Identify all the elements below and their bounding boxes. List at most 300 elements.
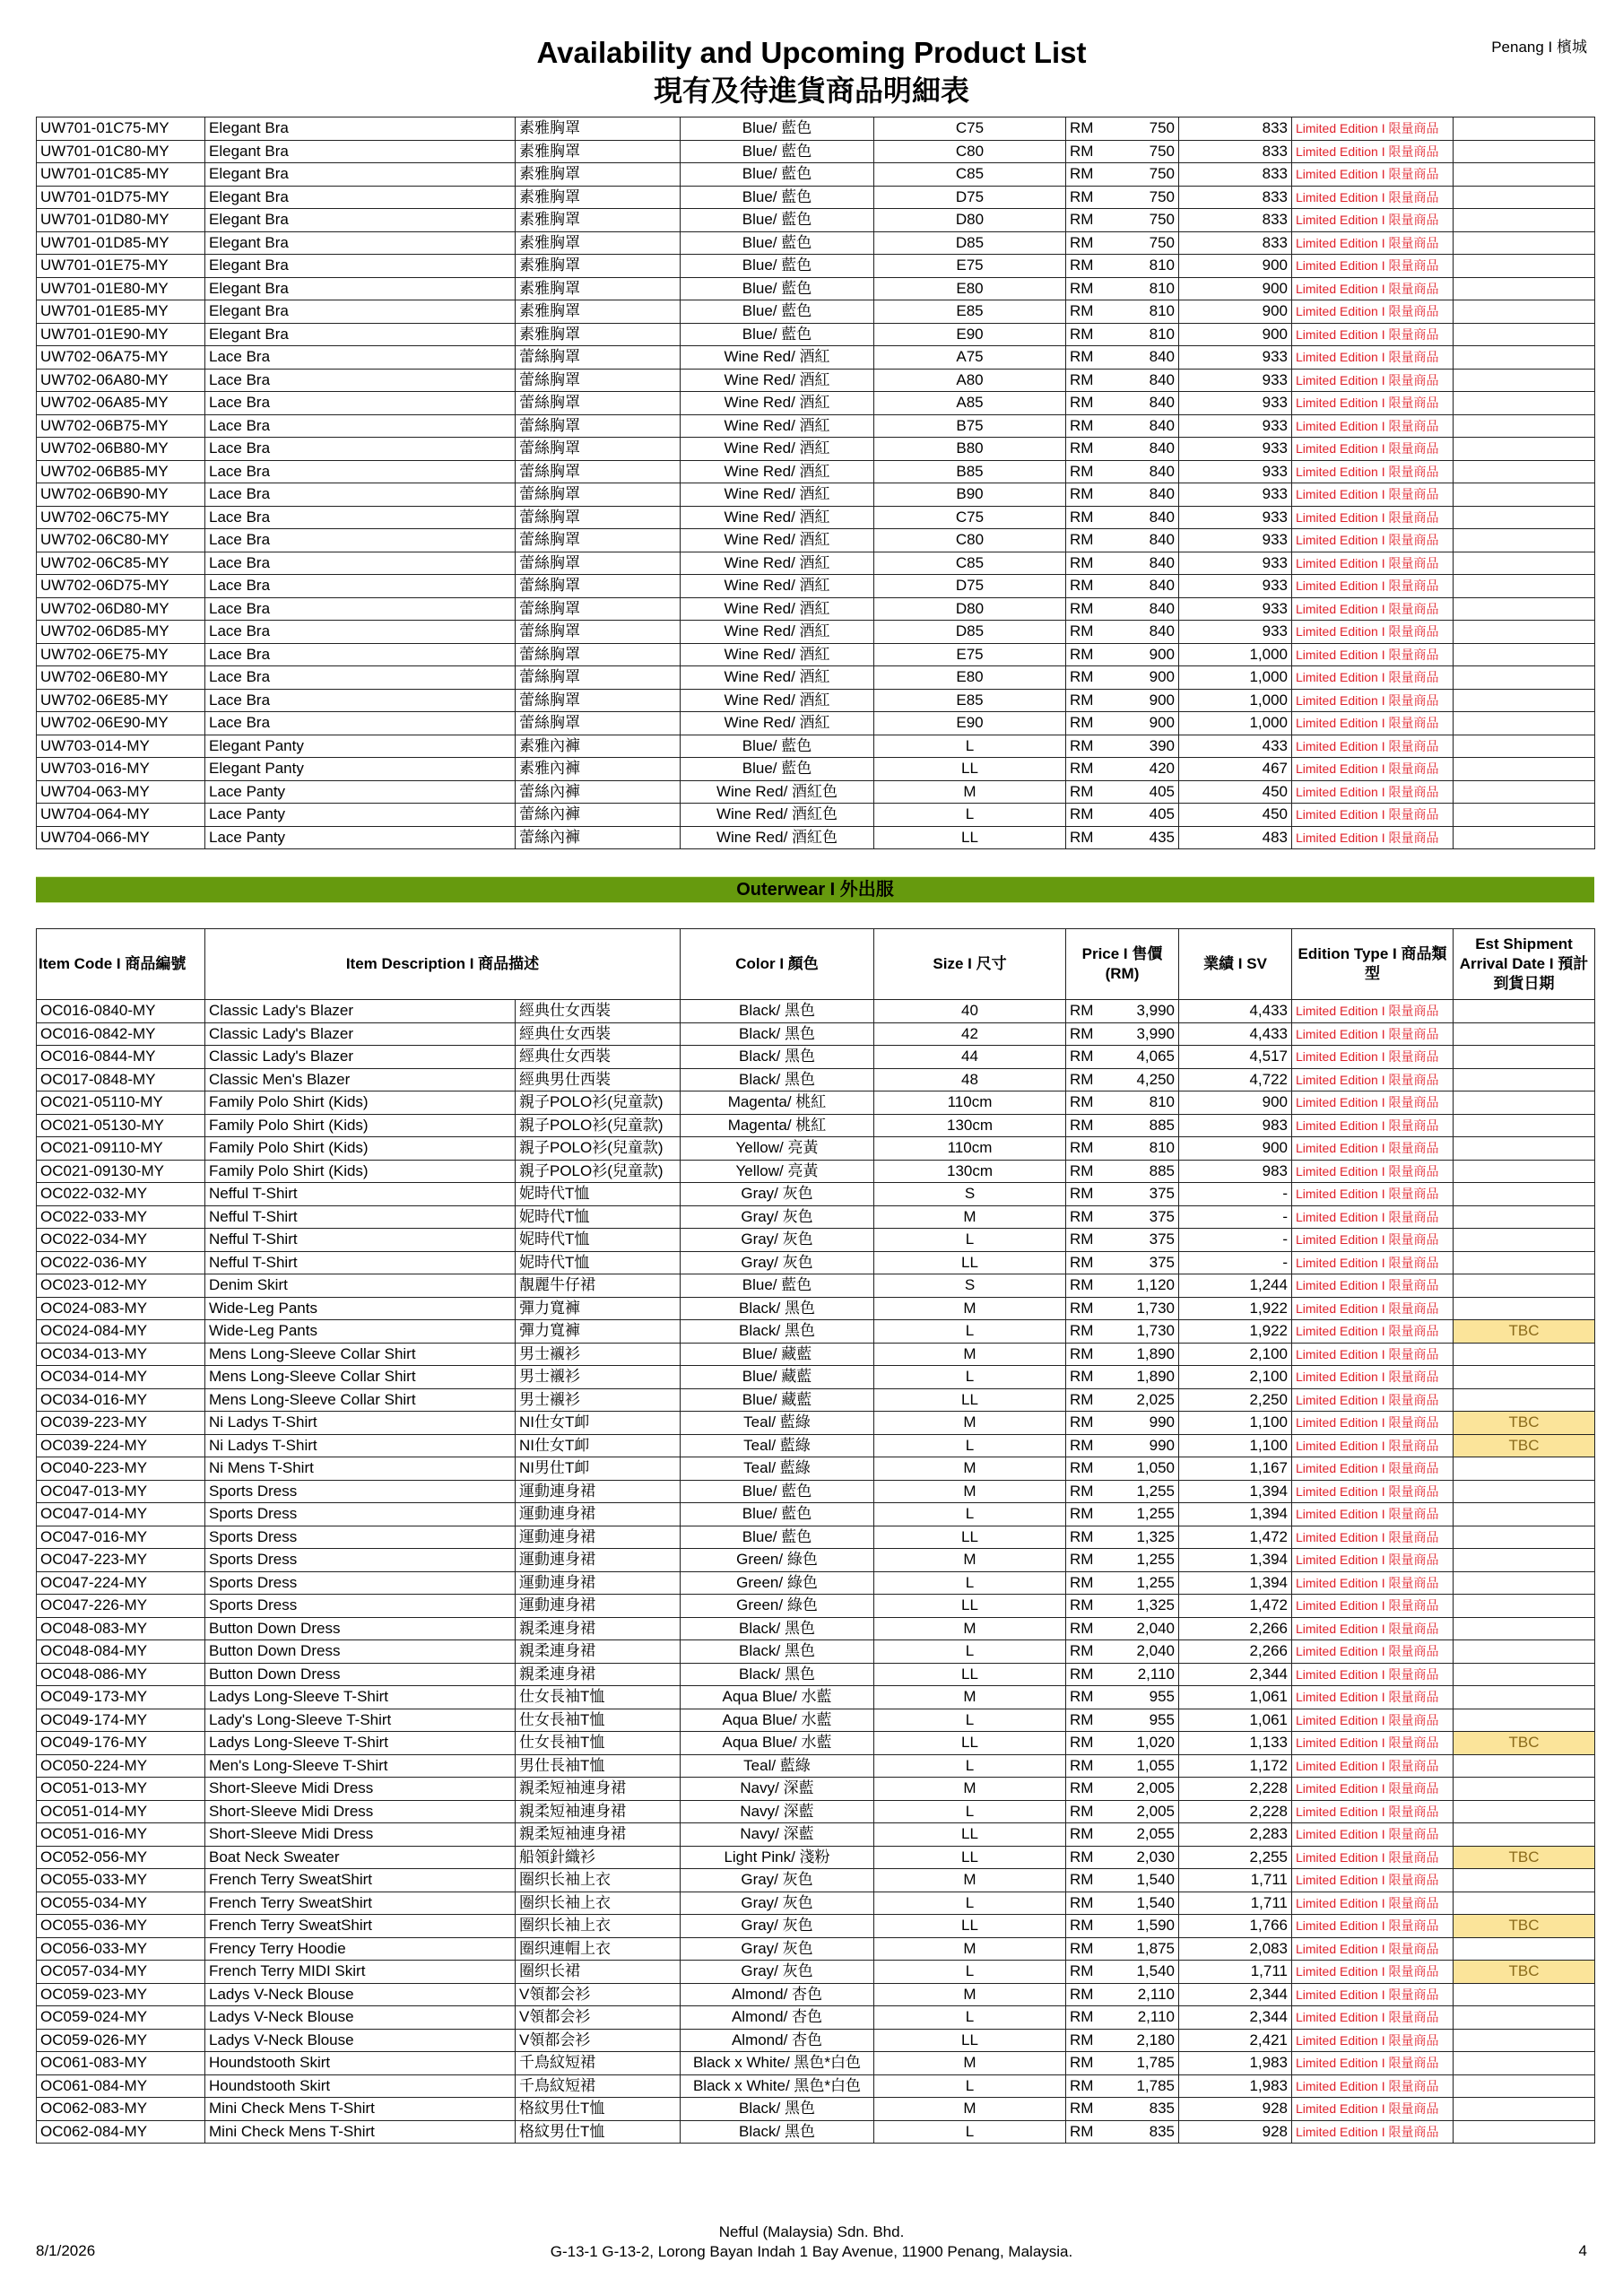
est-shipment-date <box>1454 1571 1595 1595</box>
item-price: 405 <box>1102 780 1179 804</box>
item-description: Men's Long-Sleeve T-Shirt <box>205 1754 516 1778</box>
item-sv: 4,433 <box>1179 1000 1292 1023</box>
item-color: Teal/ 藍綠 <box>681 1412 874 1435</box>
item-description: French Terry SweatShirt <box>205 1915 516 1938</box>
item-description: Lace Bra <box>205 483 516 507</box>
item-size: L <box>874 1229 1066 1252</box>
item-description-chinese: 素雅胸罩 <box>516 117 681 141</box>
item-sv: 1,244 <box>1179 1274 1292 1298</box>
item-description: Lace Bra <box>205 369 516 392</box>
item-sv: - <box>1179 1229 1292 1252</box>
price-currency: RM <box>1066 460 1102 483</box>
est-shipment-date <box>1454 1457 1595 1481</box>
item-size: M <box>874 2052 1066 2075</box>
item-description-chinese: 格紋男仕T恤 <box>516 2120 681 2144</box>
price-currency: RM <box>1066 1457 1102 1481</box>
item-size: D75 <box>874 186 1066 209</box>
item-code: UW703-016-MY <box>37 758 205 781</box>
table-row <box>37 780 1595 804</box>
item-description: Ni Mens T-Shirt <box>205 1457 516 1481</box>
item-price: 1,255 <box>1102 1549 1179 1572</box>
item-description-chinese: 蕾絲胸罩 <box>516 392 681 415</box>
est-shipment-date <box>1454 1343 1595 1366</box>
table-row <box>37 1732 1595 1755</box>
price-currency: RM <box>1066 1274 1102 1298</box>
item-size: E75 <box>874 643 1066 666</box>
item-code: UW702-06C85-MY <box>37 552 205 575</box>
item-description: Elegant Bra <box>205 277 516 300</box>
item-code: OC061-084-MY <box>37 2074 205 2098</box>
item-code: UW701-01C75-MY <box>37 117 205 141</box>
item-code: OC049-176-MY <box>37 1732 205 1755</box>
item-description: Ladys Long-Sleeve T-Shirt <box>205 1686 516 1709</box>
item-description-chinese: 圈织长袖上衣 <box>516 1892 681 1915</box>
item-size: A85 <box>874 392 1066 415</box>
table-row <box>37 1915 1595 1938</box>
item-sv: 1,172 <box>1179 1754 1292 1778</box>
item-color: Gray/ 灰色 <box>681 1937 874 1961</box>
est-shipment-date <box>1454 483 1595 507</box>
item-size: L <box>874 2006 1066 2030</box>
item-size: E85 <box>874 300 1066 324</box>
item-price: 1,540 <box>1102 1892 1179 1915</box>
table-row <box>37 1503 1595 1526</box>
est-shipment-date <box>1454 1046 1595 1069</box>
item-color: Gray/ 灰色 <box>681 1229 874 1252</box>
item-size: E80 <box>874 666 1066 690</box>
item-color: Blue/ 藍色 <box>681 163 874 187</box>
item-code: OC034-016-MY <box>37 1388 205 1412</box>
edition-type: Limited Edition I 限量商品 <box>1292 1892 1454 1915</box>
table-row <box>37 1549 1595 1572</box>
edition-type: Limited Edition I 限量商品 <box>1292 1297 1454 1320</box>
edition-type: Limited Edition I 限量商品 <box>1292 346 1454 370</box>
item-price: 1,120 <box>1102 1274 1179 1298</box>
item-price: 750 <box>1102 231 1179 255</box>
item-color: Gray/ 灰色 <box>681 1892 874 1915</box>
est-shipment-date <box>1454 460 1595 483</box>
item-size: 44 <box>874 1046 1066 1069</box>
item-code: UW701-01E90-MY <box>37 323 205 346</box>
item-description: Sports Dress <box>205 1480 516 1503</box>
item-description: Family Polo Shirt (Kids) <box>205 1114 516 1137</box>
item-description: Sports Dress <box>205 1503 516 1526</box>
est-shipment-date <box>1454 1549 1595 1572</box>
item-color: Wine Red/ 酒紅色 <box>681 780 874 804</box>
item-sv: 933 <box>1179 529 1292 552</box>
table-row <box>37 575 1595 598</box>
item-sv: - <box>1179 1183 1292 1206</box>
item-code: OC034-013-MY <box>37 1343 205 1366</box>
item-price: 840 <box>1102 529 1179 552</box>
item-sv: 1,711 <box>1179 1892 1292 1915</box>
item-color: Wine Red/ 酒紅 <box>681 414 874 438</box>
item-size: B80 <box>874 438 1066 461</box>
item-size: LL <box>874 1732 1066 1755</box>
item-description: Lace Bra <box>205 666 516 690</box>
item-sv: 933 <box>1179 346 1292 370</box>
est-shipment-date <box>1454 1686 1595 1709</box>
price-currency: RM <box>1066 1617 1102 1640</box>
item-description-chinese: 蕾絲胸罩 <box>516 621 681 644</box>
edition-type: Limited Edition I 限量商品 <box>1292 758 1454 781</box>
item-description: Lady's Long-Sleeve T-Shirt <box>205 1709 516 1732</box>
item-size: M <box>874 1205 1066 1229</box>
item-description: Elegant Bra <box>205 163 516 187</box>
item-sv: 2,421 <box>1179 2029 1292 2052</box>
price-currency: RM <box>1066 2074 1102 2098</box>
footer-page-number: 4 <box>1578 2242 1587 2259</box>
item-code: OC051-014-MY <box>37 1800 205 1823</box>
price-currency: RM <box>1066 1343 1102 1366</box>
price-currency: RM <box>1066 1412 1102 1435</box>
table-row <box>37 140 1595 163</box>
price-currency: RM <box>1066 1869 1102 1892</box>
item-price: 810 <box>1102 1091 1179 1115</box>
item-code: OC016-0840-MY <box>37 1000 205 1023</box>
item-code: OC047-223-MY <box>37 1549 205 1572</box>
item-price: 840 <box>1102 483 1179 507</box>
est-shipment-date <box>1454 1297 1595 1320</box>
item-description: French Terry SweatShirt <box>205 1869 516 1892</box>
item-size: M <box>874 1778 1066 1801</box>
price-currency: RM <box>1066 186 1102 209</box>
price-currency: RM <box>1066 2006 1102 2030</box>
item-price: 900 <box>1102 643 1179 666</box>
item-code: UW701-01D75-MY <box>37 186 205 209</box>
item-description: Short-Sleeve Midi Dress <box>205 1778 516 1801</box>
est-shipment-date <box>1454 666 1595 690</box>
item-description-chinese: 蕾絲胸罩 <box>516 597 681 621</box>
table-row <box>37 460 1595 483</box>
item-description-chinese: 素雅胸罩 <box>516 300 681 324</box>
item-color: Navy/ 深藍 <box>681 1823 874 1847</box>
item-size: LL <box>874 1846 1066 1869</box>
item-code: OC048-083-MY <box>37 1617 205 1640</box>
table-row <box>37 1686 1595 1709</box>
item-code: OC056-033-MY <box>37 1937 205 1961</box>
table-row <box>37 1754 1595 1778</box>
price-currency: RM <box>1066 826 1102 849</box>
item-size: L <box>874 804 1066 827</box>
table-row <box>37 1571 1595 1595</box>
item-description-chinese: 男士襯衫 <box>516 1388 681 1412</box>
item-code: UW702-06A85-MY <box>37 392 205 415</box>
est-shipment-date <box>1454 1640 1595 1664</box>
item-code: OC016-0844-MY <box>37 1046 205 1069</box>
item-price: 2,180 <box>1102 2029 1179 2052</box>
item-size: L <box>874 1434 1066 1457</box>
item-code: OC021-05130-MY <box>37 1114 205 1137</box>
est-shipment-date <box>1454 643 1595 666</box>
item-sv: 2,228 <box>1179 1778 1292 1801</box>
item-description: Classic Men's Blazer <box>205 1068 516 1091</box>
item-sv: 2,250 <box>1179 1388 1292 1412</box>
item-color: Navy/ 深藍 <box>681 1800 874 1823</box>
item-size: M <box>874 1549 1066 1572</box>
item-size: L <box>874 735 1066 758</box>
item-description: Button Down Dress <box>205 1663 516 1686</box>
price-currency: RM <box>1066 712 1102 735</box>
est-shipment-date <box>1454 712 1595 735</box>
item-price: 2,110 <box>1102 1663 1179 1686</box>
item-description: Lace Bra <box>205 346 516 370</box>
table-row <box>37 277 1595 300</box>
item-size: B90 <box>874 483 1066 507</box>
item-description-chinese: 彈力寬褲 <box>516 1320 681 1344</box>
est-shipment-date <box>1454 1937 1595 1961</box>
item-color: Teal/ 藍綠 <box>681 1434 874 1457</box>
item-size: A75 <box>874 346 1066 370</box>
edition-type: Limited Edition I 限量商品 <box>1292 506 1454 529</box>
item-description-chinese: 妮時代T恤 <box>516 1183 681 1206</box>
item-description-chinese: NI男仕T卹 <box>516 1457 681 1481</box>
item-size: L <box>874 1961 1066 1984</box>
est-shipment-date <box>1454 575 1595 598</box>
item-description: Ladys V-Neck Blouse <box>205 2006 516 2030</box>
est-shipment-date: TBC <box>1454 1412 1595 1435</box>
item-description-chinese: 運動連身裙 <box>516 1571 681 1595</box>
item-size: LL <box>874 1251 1066 1274</box>
edition-type: Limited Edition I 限量商品 <box>1292 2052 1454 2075</box>
price-currency: RM <box>1066 117 1102 141</box>
price-currency: RM <box>1066 575 1102 598</box>
item-color: Gray/ 灰色 <box>681 1869 874 1892</box>
item-size: M <box>874 2098 1066 2121</box>
item-price: 4,065 <box>1102 1046 1179 1069</box>
item-description-chinese: V領都会衫 <box>516 2029 681 2052</box>
table-row <box>37 1892 1595 1915</box>
item-color: Blue/ 藍色 <box>681 277 874 300</box>
item-description: Elegant Bra <box>205 255 516 278</box>
item-price: 840 <box>1102 346 1179 370</box>
item-sv: 933 <box>1179 575 1292 598</box>
item-color: Blue/ 藍色 <box>681 186 874 209</box>
edition-type: Limited Edition I 限量商品 <box>1292 735 1454 758</box>
item-description-chinese: 運動連身裙 <box>516 1549 681 1572</box>
item-color: Wine Red/ 酒紅 <box>681 552 874 575</box>
edition-type: Limited Edition I 限量商品 <box>1292 255 1454 278</box>
price-currency: RM <box>1066 1183 1102 1206</box>
item-sv: 1,000 <box>1179 643 1292 666</box>
item-description: Elegant Bra <box>205 300 516 324</box>
item-size: L <box>874 1640 1066 1664</box>
price-currency: RM <box>1066 1937 1102 1961</box>
est-shipment-date <box>1454 1388 1595 1412</box>
est-shipment-date <box>1454 323 1595 346</box>
est-shipment-date <box>1454 1366 1595 1389</box>
item-sv: 450 <box>1179 804 1292 827</box>
table-row <box>37 621 1595 644</box>
est-shipment-date <box>1454 804 1595 827</box>
item-description-chinese: 素雅胸罩 <box>516 231 681 255</box>
item-code: OC048-084-MY <box>37 1640 205 1664</box>
item-code: UW701-01E75-MY <box>37 255 205 278</box>
edition-type: Limited Edition I 限量商品 <box>1292 1114 1454 1137</box>
item-price: 4,250 <box>1102 1068 1179 1091</box>
item-code: OC016-0842-MY <box>37 1022 205 1046</box>
item-price: 840 <box>1102 460 1179 483</box>
item-sv: 900 <box>1179 1137 1292 1161</box>
table-row <box>37 1343 1595 1366</box>
item-sv: 1,766 <box>1179 1915 1292 1938</box>
item-sv: 2,100 <box>1179 1366 1292 1389</box>
item-size: M <box>874 1457 1066 1481</box>
item-color: Black x White/ 黑色*白色 <box>681 2074 874 2098</box>
item-description: Lace Bra <box>205 689 516 712</box>
edition-type: Limited Edition I 限量商品 <box>1292 460 1454 483</box>
item-code: UW704-066-MY <box>37 826 205 849</box>
table-row <box>37 1640 1595 1664</box>
edition-type: Limited Edition I 限量商品 <box>1292 643 1454 666</box>
item-price: 840 <box>1102 597 1179 621</box>
table-row <box>37 506 1595 529</box>
item-description-chinese: 男士襯衫 <box>516 1366 681 1389</box>
est-shipment-date <box>1454 255 1595 278</box>
est-shipment-date <box>1454 1778 1595 1801</box>
item-description-chinese: 蕾絲胸罩 <box>516 666 681 690</box>
table-row <box>37 1457 1595 1481</box>
item-code: UW702-06C75-MY <box>37 506 205 529</box>
item-price: 955 <box>1102 1709 1179 1732</box>
item-size: C85 <box>874 552 1066 575</box>
item-price: 750 <box>1102 163 1179 187</box>
item-description: Lace Bra <box>205 552 516 575</box>
item-size: LL <box>874 2029 1066 2052</box>
est-shipment-date <box>1454 1754 1595 1778</box>
item-description: Lace Bra <box>205 414 516 438</box>
edition-type: Limited Edition I 限量商品 <box>1292 1274 1454 1298</box>
item-sv: 933 <box>1179 506 1292 529</box>
edition-type: Limited Edition I 限量商品 <box>1292 1983 1454 2006</box>
edition-type: Limited Edition I 限量商品 <box>1292 1091 1454 1115</box>
item-sv: 900 <box>1179 323 1292 346</box>
item-color: Blue/ 藏藍 <box>681 1343 874 1366</box>
item-size: D85 <box>874 621 1066 644</box>
item-color: Wine Red/ 酒紅 <box>681 460 874 483</box>
price-currency: RM <box>1066 758 1102 781</box>
item-description-chinese: 經典仕女西裝 <box>516 1022 681 1046</box>
table-row <box>37 163 1595 187</box>
item-sv: 933 <box>1179 621 1292 644</box>
price-currency: RM <box>1066 1022 1102 1046</box>
price-currency: RM <box>1066 735 1102 758</box>
edition-type: Limited Edition I 限量商品 <box>1292 2120 1454 2144</box>
item-code: OC055-036-MY <box>37 1915 205 1938</box>
item-description: Lace Bra <box>205 712 516 735</box>
est-shipment-date: TBC <box>1454 1915 1595 1938</box>
item-sv: 483 <box>1179 826 1292 849</box>
item-code: UW704-063-MY <box>37 780 205 804</box>
table-row <box>37 2120 1595 2144</box>
item-size: M <box>874 1983 1066 2006</box>
price-currency: RM <box>1066 1160 1102 1183</box>
edition-type: Limited Edition I 限量商品 <box>1292 1663 1454 1686</box>
est-shipment-date <box>1454 117 1595 141</box>
table-row <box>37 2029 1595 2052</box>
item-size: D80 <box>874 597 1066 621</box>
column-header-est-shipment: Est Shipment Arrival Date I 預計到貨日期 <box>1454 929 1595 1000</box>
edition-type: Limited Edition I 限量商品 <box>1292 369 1454 392</box>
item-price: 885 <box>1102 1160 1179 1183</box>
item-sv: 928 <box>1179 2098 1292 2121</box>
item-description: Elegant Bra <box>205 323 516 346</box>
item-code: UW701-01D85-MY <box>37 231 205 255</box>
table-row <box>37 1595 1595 1618</box>
table-row <box>37 735 1595 758</box>
edition-type: Limited Edition I 限量商品 <box>1292 438 1454 461</box>
item-sv: 433 <box>1179 735 1292 758</box>
item-sv: 4,517 <box>1179 1046 1292 1069</box>
item-code: OC059-024-MY <box>37 2006 205 2030</box>
item-description-chinese: NI仕女T卹 <box>516 1434 681 1457</box>
item-size: LL <box>874 1526 1066 1549</box>
item-price: 375 <box>1102 1251 1179 1274</box>
item-code: UW702-06E75-MY <box>37 643 205 666</box>
item-code: OC047-226-MY <box>37 1595 205 1618</box>
est-shipment-date <box>1454 689 1595 712</box>
item-description: Denim Skirt <box>205 1274 516 1298</box>
edition-type: Limited Edition I 限量商品 <box>1292 2074 1454 2098</box>
region-label: Penang I 檳城 <box>1491 39 1587 56</box>
table-row <box>37 300 1595 324</box>
item-description-chinese: 親子POLO衫(兒童款) <box>516 1091 681 1115</box>
table-row <box>37 186 1595 209</box>
price-currency: RM <box>1066 1571 1102 1595</box>
item-sv: 933 <box>1179 552 1292 575</box>
item-color: Gray/ 灰色 <box>681 1183 874 1206</box>
item-description: Ni Ladys T-Shirt <box>205 1412 516 1435</box>
item-sv: 833 <box>1179 163 1292 187</box>
item-sv: 4,433 <box>1179 1022 1292 1046</box>
item-price: 840 <box>1102 575 1179 598</box>
item-description: Nefful T-Shirt <box>205 1183 516 1206</box>
item-size: E75 <box>874 255 1066 278</box>
item-code: UW702-06E80-MY <box>37 666 205 690</box>
est-shipment-date <box>1454 621 1595 644</box>
item-code: UW702-06A80-MY <box>37 369 205 392</box>
price-currency: RM <box>1066 1823 1102 1847</box>
est-shipment-date <box>1454 1183 1595 1206</box>
item-price: 1,730 <box>1102 1297 1179 1320</box>
item-description: Nefful T-Shirt <box>205 1205 516 1229</box>
item-description-chinese: 仕女長袖T恤 <box>516 1732 681 1755</box>
item-price: 1,255 <box>1102 1503 1179 1526</box>
item-description: Lace Bra <box>205 621 516 644</box>
item-price: 1,540 <box>1102 1961 1179 1984</box>
edition-type: Limited Edition I 限量商品 <box>1292 529 1454 552</box>
price-currency: RM <box>1066 255 1102 278</box>
item-description-chinese: NI仕女T卹 <box>516 1412 681 1435</box>
item-description-chinese: 蕾絲胸罩 <box>516 369 681 392</box>
est-shipment-date <box>1454 1595 1595 1618</box>
item-sv: 2,228 <box>1179 1800 1292 1823</box>
est-shipment-date <box>1454 186 1595 209</box>
edition-type: Limited Edition I 限量商品 <box>1292 1046 1454 1069</box>
item-sv: 933 <box>1179 460 1292 483</box>
item-price: 1,255 <box>1102 1480 1179 1503</box>
item-price: 750 <box>1102 117 1179 141</box>
item-price: 375 <box>1102 1183 1179 1206</box>
item-code: OC021-09110-MY <box>37 1137 205 1161</box>
item-description-chinese: 親柔連身裙 <box>516 1617 681 1640</box>
item-color: Gray/ 灰色 <box>681 1915 874 1938</box>
item-sv: 833 <box>1179 140 1292 163</box>
edition-type: Limited Edition I 限量商品 <box>1292 1571 1454 1595</box>
item-price: 840 <box>1102 414 1179 438</box>
item-color: Green/ 綠色 <box>681 1595 874 1618</box>
edition-type: Limited Edition I 限量商品 <box>1292 780 1454 804</box>
